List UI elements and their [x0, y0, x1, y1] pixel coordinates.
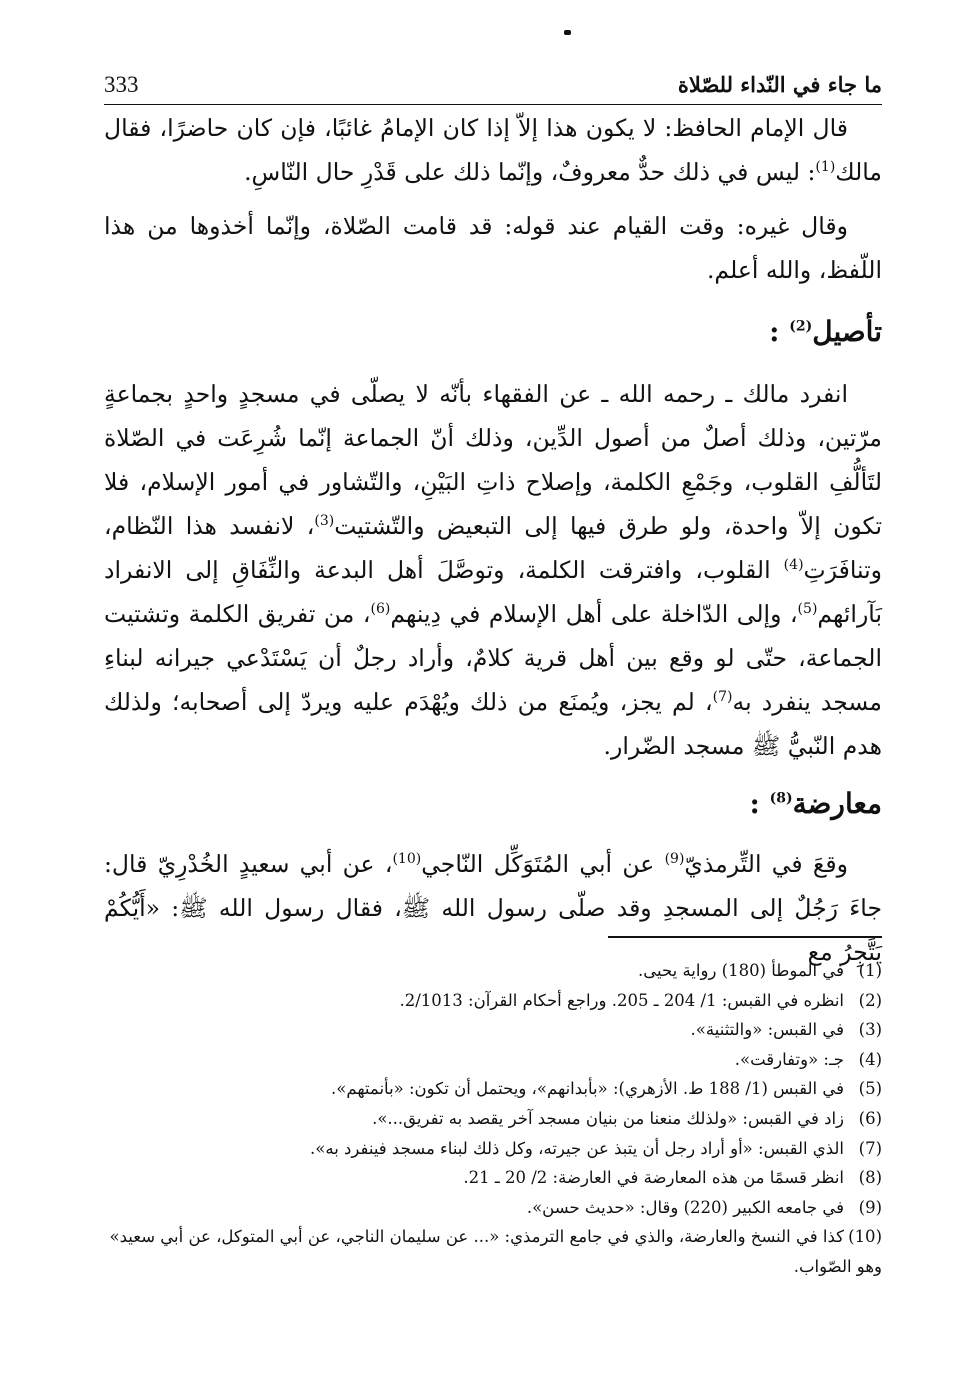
paragraph-3-text-e: ، من تفريق الكلمة وتشتيت الجماعة، حتّى لو وقع بين أهل قرية كلامٌ، وأراد رجلٌ أن يَسْتَدْعي جيرانه لبناءِ مسجد ينفرد به: [104, 600, 882, 716]
paragraph-3-text-a: انفرد مالك ـ رحمه الله ـ عن الفقهاء بأنّه لا يصلّى في مسجدٍ واحدٍ بجماعةٍ مرّتين، وذلك أصلٌ من أصول الدِّين، وذلك أنّ الجماعة إنّما شُرِعَت في الصّلاة لتَألُّفِ القلوب، وجَمْعِ الكلمة، وإصلاح ذاتِ البَيْنِ، والتّشاور في أمور الإسلام، فلا تكون إلاّ واحدة، ولو طرق فيها إلى التبعيض والتّشتيت: [104, 380, 882, 540]
footnote-ref-4: (4): [783, 557, 804, 574]
paragraph-1-text-b: : ليس في ذلك حدٌّ معروفٌ، وإنّما ذلك على قَدْرِ حال النّاسِ.: [244, 158, 816, 186]
footnote-number: (3): [858, 1020, 882, 1040]
footnote-number: (8): [858, 1168, 882, 1188]
footnote-text: الذي القبس: «أو أراد رجل أن يتبذ عن جيرته، وكل ذلك لبناء مسجد فينفرد به».: [310, 1138, 844, 1158]
paragraph-4-text-c: ، عن أبي سعيدٍ الخُدْرِيّ قال: جاءَ رَجُلٌ إلى المسجدِ وقد صلّى رسول الله ﷺ، فقال رسول الله ﷺ: «أَيُّكُمْ يَتَّجِرُ مع: [104, 850, 882, 966]
footnote: [104, 986, 882, 1016]
footnote-ref-1: (1): [815, 159, 836, 176]
footnote: [104, 1045, 882, 1075]
footnotes: [104, 956, 882, 1282]
running-title: ما جاء في النّداء للصّلاة: [677, 72, 882, 97]
footnote-number: (7): [858, 1138, 882, 1158]
footnote: [104, 1222, 882, 1281]
paragraph-3-text-b: ، لانفسد هذا النّظام، وتنافَرَتِ: [104, 512, 882, 584]
footnote-ref-10: (10): [392, 851, 422, 868]
footnote-ref-5: (5): [797, 601, 818, 618]
footnote-ref-7: (7): [712, 689, 733, 706]
paragraph-3-text-f: ، لم يجز، ويُمنَع من ذلك ويُهْدَم عليه ويردّ إلى أصحابه؛ ولذلك هدم النّبيُّ ﷺ مسجد الضّرار.: [104, 688, 882, 760]
footnote-ref-9: (9): [664, 851, 685, 868]
paragraph-4-text-a: وقعَ في التِّرمذيّ: [684, 850, 849, 878]
paragraph-2: وقال غيره: وقت القيام عند قوله: قد قامت الصّلاة، وإنّما أخذوها من هذا اللّفظ، والله أعلم.: [104, 212, 882, 284]
ink-dot: [564, 30, 571, 35]
footnote: [104, 1163, 882, 1193]
footnote-number: (4): [858, 1049, 882, 1069]
paragraph-1: [104, 106, 882, 194]
footnote-text: في القبس (1/ 188 ط. الأزهري): «بأبدانهم»، ويحتمل أن تكون: «بأنمتهم».: [331, 1079, 844, 1099]
page-number: 333: [104, 72, 139, 97]
footnote: [104, 1193, 882, 1223]
section-heading-taasil: [104, 304, 882, 360]
footnote-text: زاد في القبس: «ولذلك منعنا من بنيان مسجد آخر يقصد به تفريق...».: [372, 1108, 844, 1128]
footnote-text: جـ: «وتفارقت».: [734, 1049, 844, 1069]
footnote-number: (6): [858, 1108, 882, 1128]
footnote: [104, 1134, 882, 1164]
heading-taasil-text: تأصيل: [812, 315, 882, 348]
footnote-text: في جامعه الكبير (220) وقال: «حديث حسن».: [526, 1197, 844, 1217]
footnote-ref-6: (6): [370, 601, 391, 618]
footnote-ref-8: (8): [769, 790, 793, 807]
footnote-separator: [608, 936, 882, 938]
heading-muarada-colon: :: [749, 787, 770, 820]
footnote: [104, 1015, 882, 1045]
heading-muarada-text: معارضة: [792, 787, 882, 820]
heading-taasil-colon: :: [769, 315, 790, 348]
footnote-text: في الموطأ (180) رواية يحيى.: [637, 961, 844, 980]
main-text: [104, 106, 882, 974]
footnote: [104, 1104, 882, 1134]
paragraph-3-text-d: ، وإلى الدّاخلة على أهل الإسلام في دِينهم: [390, 600, 798, 628]
footnote-number: (10): [848, 1227, 882, 1247]
paragraph-4: [104, 842, 882, 974]
footnote-text: انظره في القبس: 1/ 204 ـ 205. وراجع أحكام القرآن: 2/1013.: [399, 990, 844, 1010]
footnote-text: كذا في النسخ والعارضة، والذي في جامع الترمذي: «... عن سليمان الناجي، عن أبي المتوكل، عن أبي سعيد» وهو الصّواب.: [109, 1227, 882, 1276]
section-heading-muarada: [104, 778, 882, 830]
paragraph-3-text-c: القلوب، وافترقت الكلمة، وتوصَّلَ أهل البدعة والنِّفَاقِ إلى الانفراد بَآرائهم: [104, 556, 882, 628]
footnote-ref-2: (2): [789, 318, 813, 335]
footnote-text: انظر قسمًا من هذه المعارضة في العارضة: 2/ 20 ـ 21.: [463, 1168, 844, 1188]
footnote: [104, 956, 882, 986]
page-header: [104, 70, 882, 105]
footnote-number: (1): [858, 961, 882, 980]
footnote-number: (9): [858, 1197, 882, 1217]
footnote-ref-3: (3): [314, 513, 335, 530]
footnote-text: في القبس: «والتثنية».: [690, 1020, 844, 1040]
footnote-number: (2): [858, 990, 882, 1010]
paragraph-4-text-b: عن أبي المُتَوَكِّل النّاجي: [421, 850, 665, 878]
paragraph-1-text-a: قال الإمام الحافظ: لا يكون هذا إلاّ إذا كان الإمامُ غائبًا، فإن كان حاضرًا، فقال مالك: [104, 114, 882, 186]
paragraph-3: [104, 372, 882, 768]
footnote-number: (5): [858, 1079, 882, 1099]
footnote: [104, 1074, 882, 1104]
